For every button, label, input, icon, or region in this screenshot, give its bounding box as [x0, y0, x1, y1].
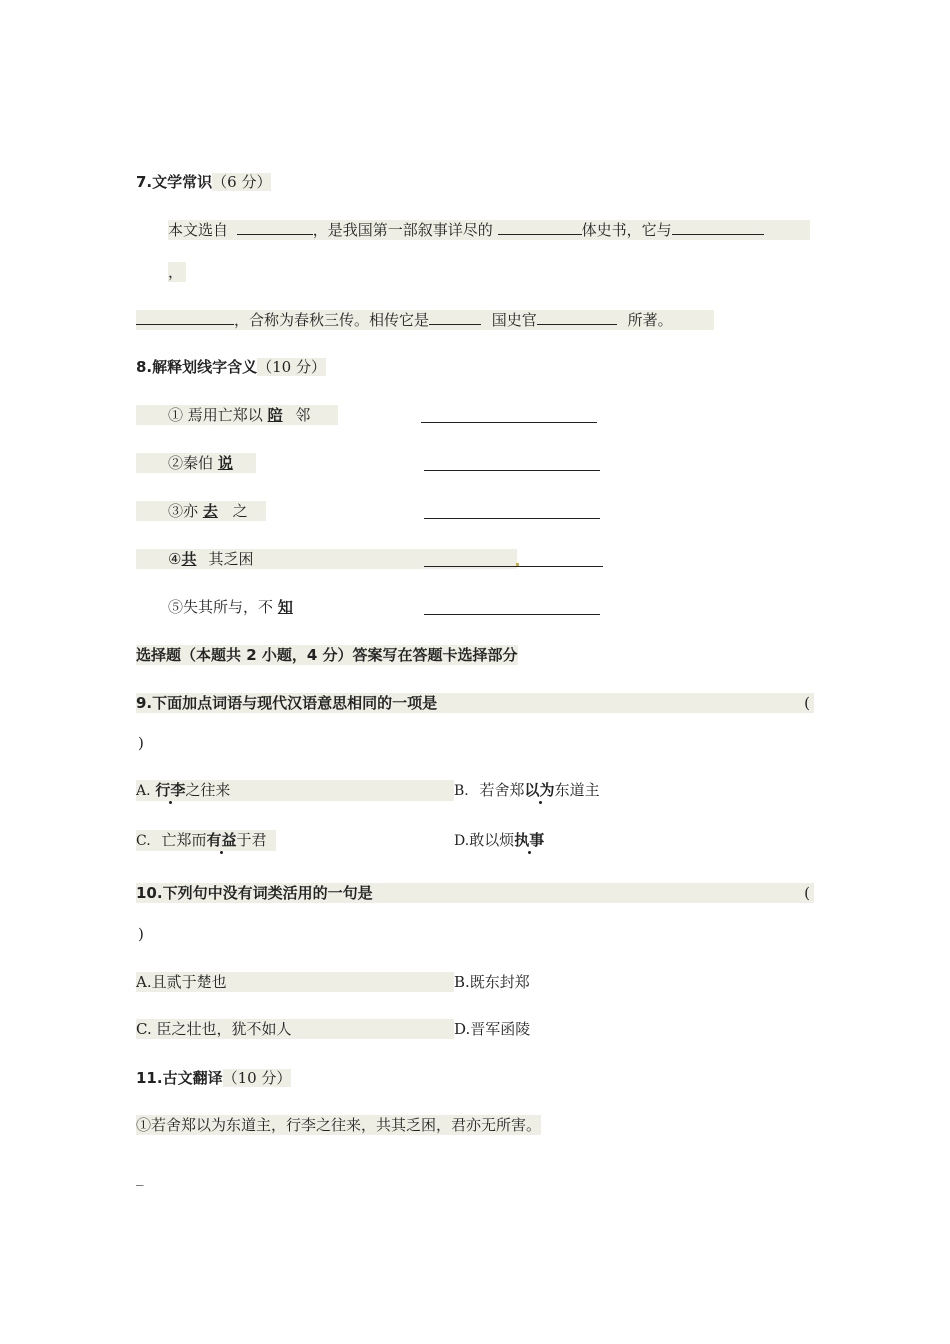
- q8-heading: [136, 357, 326, 377]
- q11-score: （10 分）: [222, 1069, 292, 1087]
- answer-line-5[interactable]: [424, 614, 600, 615]
- item-number: ①: [168, 406, 184, 424]
- option-label: B.: [454, 783, 469, 799]
- option-label: C.: [136, 833, 151, 849]
- q7-title: 7.文学常识: [136, 173, 213, 191]
- blank-genre[interactable]: [498, 220, 582, 235]
- q8-item-1: [136, 405, 338, 425]
- q7-line1: [168, 220, 810, 240]
- option-label: D.: [454, 833, 470, 849]
- blank-historian[interactable]: [537, 310, 617, 325]
- dotted-word: 行李: [155, 781, 186, 799]
- q7-line1-b: ，是我国第一部叙事详尽的: [312, 221, 493, 239]
- q10-line: [136, 883, 814, 903]
- answer-line-4[interactable]: [424, 566, 603, 567]
- answer-blank[interactable]: _: [136, 1168, 144, 1186]
- q11-item-1: ①若舍郑以为东道主，行李之往来，共其乏困，君亦无所害。: [136, 1116, 542, 1134]
- underlined-word: 去: [202, 502, 218, 520]
- answer-line-1[interactable]: [421, 422, 597, 423]
- option-text: 亡郑而: [161, 831, 207, 849]
- q8-title: 8.解释划线字含义: [136, 358, 258, 376]
- underlined-word: 知: [277, 598, 293, 616]
- q9-option-d[interactable]: [454, 830, 544, 851]
- q9-option-a[interactable]: [136, 780, 454, 801]
- item-number: ⑤: [168, 598, 184, 616]
- blank-other-book-2[interactable]: [136, 310, 234, 325]
- q10-paren-open: (: [804, 884, 810, 902]
- q11-heading: [136, 1068, 291, 1088]
- answer-line-2[interactable]: [424, 470, 600, 471]
- option-text: 之往来: [185, 781, 231, 799]
- blank-source[interactable]: [237, 220, 313, 235]
- q7-line3: [136, 310, 714, 330]
- q7-line3-c: 所著。: [627, 311, 673, 329]
- item-number: ②: [168, 454, 184, 472]
- option-text-after: 东道主: [554, 781, 600, 799]
- q9-title: 9.下面加点词语与现代汉语意思相同的一项是: [136, 694, 438, 712]
- underlined-word: 陪: [267, 406, 283, 424]
- choice-section-heading: 选择题（本题共 2 小题，4 分）答案写在答题卡选择部分: [136, 646, 518, 664]
- q9-paren-close: ): [138, 734, 144, 752]
- underlined-word: 共: [181, 550, 197, 568]
- item-text-after: 之: [232, 502, 248, 520]
- dotted-word: 以为: [524, 781, 555, 799]
- q7-line3-b: 国史官: [491, 311, 537, 329]
- dotted-word: 有益: [206, 831, 237, 849]
- option-text-after: 于君: [236, 831, 267, 849]
- q8-item-3: [136, 501, 266, 521]
- q7-line3-a: ，合称为春秋三传。相传它是: [234, 311, 430, 329]
- q11-title: 11.古文翻译: [136, 1069, 223, 1087]
- q7-score: （6 分）: [212, 173, 272, 191]
- option-text: 敢以烦: [469, 831, 515, 849]
- q10-title: 10.下列句中没有词类活用的一句是: [136, 884, 373, 902]
- q10-option-b[interactable]: B.既东封郑: [454, 973, 530, 991]
- item-number: ③: [168, 502, 184, 520]
- option-label: A.: [136, 783, 151, 799]
- q7-line1-c: 体史书，它与: [581, 221, 672, 239]
- q10-option-a[interactable]: A.且贰于楚也: [136, 972, 454, 992]
- q9-option-c[interactable]: [136, 830, 276, 851]
- q8-item-5: [168, 597, 293, 617]
- blank-country[interactable]: [429, 310, 481, 325]
- underlined-word: 说: [217, 454, 233, 472]
- q10-option-d[interactable]: D.晋军函陵: [454, 1020, 531, 1038]
- item-number: ④: [168, 550, 182, 568]
- highlight-marker: [516, 563, 519, 566]
- item-text: 秦伯: [183, 454, 214, 472]
- item-text: 亦: [183, 502, 199, 520]
- q10-paren-close: ): [138, 925, 144, 943]
- option-text: 若舍郑: [479, 781, 525, 799]
- q8-score: （10 分）: [257, 358, 326, 376]
- q7-line2: ，: [168, 262, 186, 282]
- item-text: 焉用亡郑以: [187, 406, 263, 424]
- q7-line1-a: 本文选自: [168, 221, 229, 239]
- q8-item-2: [136, 453, 256, 473]
- q9-paren-open: (: [804, 694, 810, 712]
- q10-option-c[interactable]: C. 臣之壮也，犹不如人: [136, 1019, 454, 1039]
- blank-other-book-1[interactable]: [672, 220, 764, 235]
- q7-heading: [136, 172, 271, 192]
- item-text: 失其所与，不: [183, 598, 274, 616]
- q9-option-b[interactable]: [454, 780, 600, 801]
- item-text-after: 邻: [295, 406, 311, 424]
- q9-line: [136, 693, 814, 713]
- answer-line-3[interactable]: [424, 518, 600, 519]
- dotted-word: 执事: [514, 831, 545, 849]
- item-text-after: 其乏困: [208, 550, 254, 568]
